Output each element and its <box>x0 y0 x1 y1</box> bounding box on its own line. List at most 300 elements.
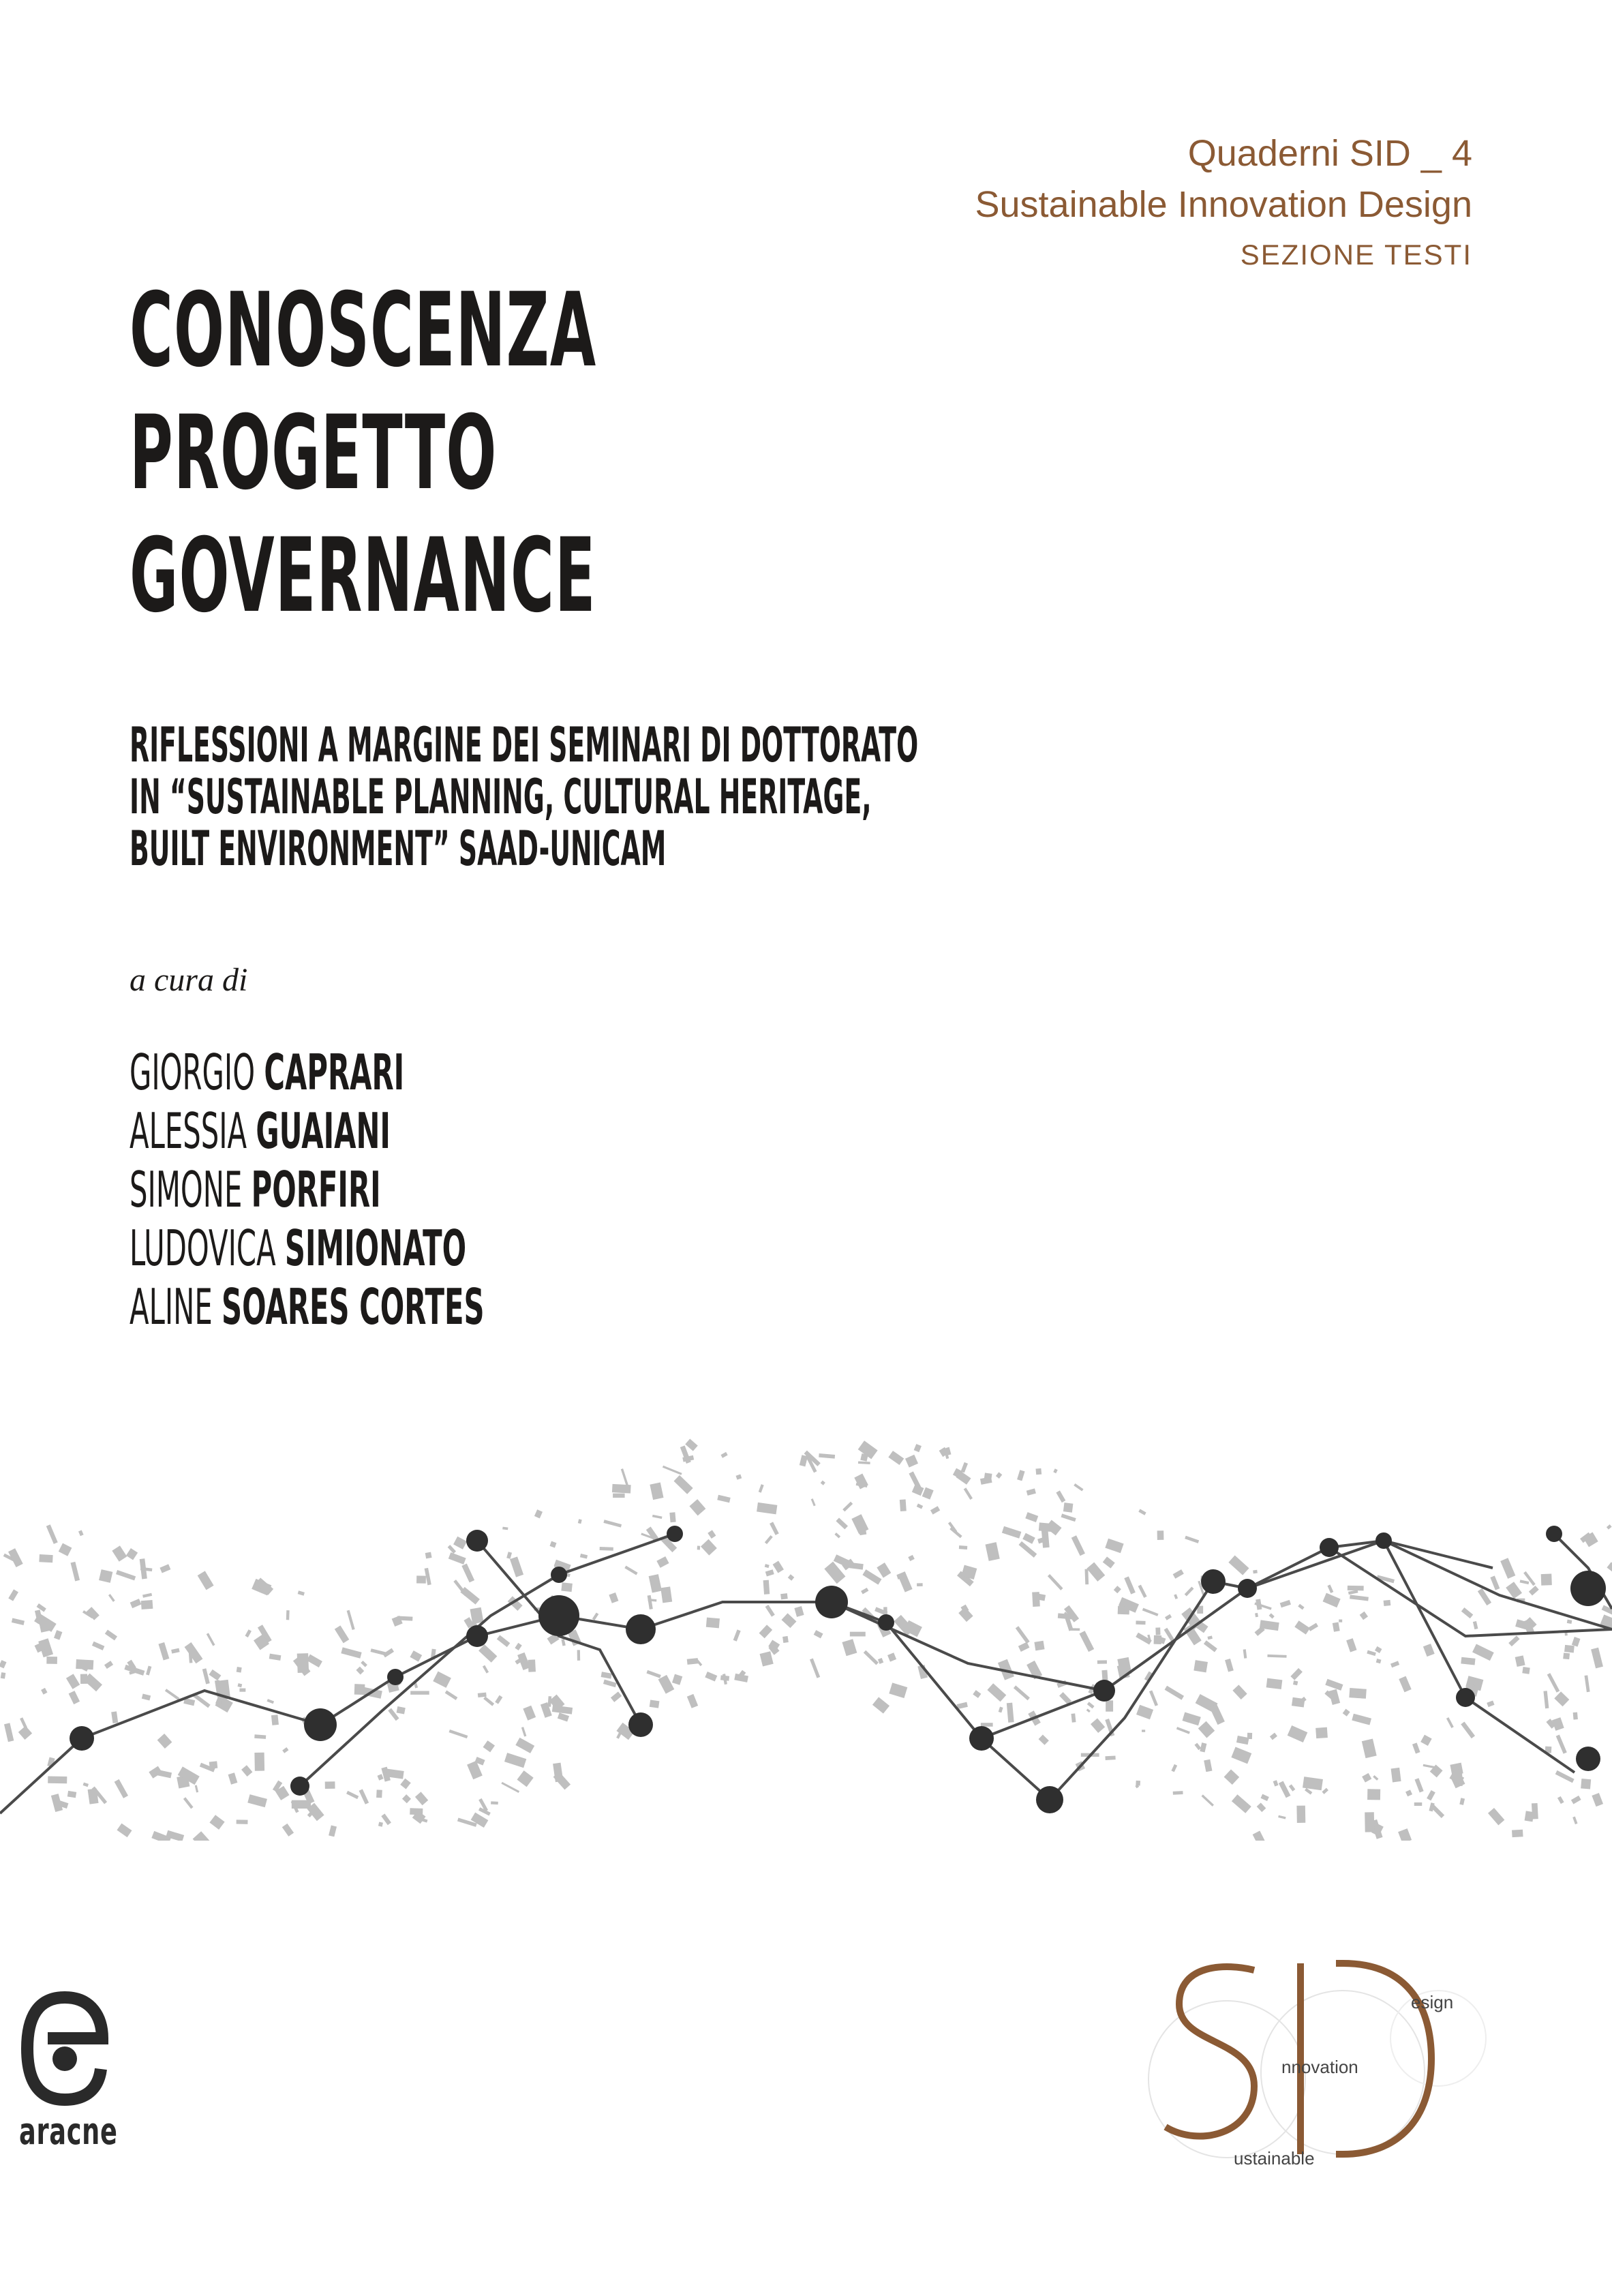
speckle <box>8 1589 18 1601</box>
speckle <box>1289 1784 1296 1791</box>
speckle <box>930 1506 940 1514</box>
speckle <box>528 1659 536 1672</box>
speckle <box>1391 1768 1401 1783</box>
speckle <box>669 1512 675 1522</box>
speckle <box>198 1571 214 1590</box>
speckle <box>126 1548 138 1560</box>
speckle <box>917 1583 923 1586</box>
speckle <box>359 1789 369 1804</box>
speckle <box>67 1791 76 1798</box>
speckle <box>689 1499 705 1515</box>
speckle <box>1204 1759 1212 1772</box>
speckle <box>1071 1713 1076 1722</box>
speckle <box>378 1822 383 1826</box>
speckle <box>1086 1562 1105 1582</box>
speckle <box>578 1519 582 1524</box>
speckle <box>378 1774 384 1780</box>
curator-label: a cura di <box>130 962 248 998</box>
speckle <box>1296 1806 1305 1823</box>
speckle <box>1557 1796 1564 1804</box>
speckle <box>245 1629 251 1637</box>
speckle <box>836 1517 848 1529</box>
speckle <box>117 1824 132 1838</box>
speckle <box>1522 1667 1530 1674</box>
speckle <box>254 1734 266 1739</box>
speckle <box>1071 1535 1085 1556</box>
sid-word-innovation: nnovation <box>1281 2057 1358 2077</box>
speckle <box>1269 1613 1275 1618</box>
speckle <box>506 1552 512 1559</box>
speckle <box>1225 1659 1234 1672</box>
speckle <box>46 1657 57 1664</box>
speckle <box>504 1753 526 1768</box>
speckle <box>1564 1645 1575 1653</box>
speckle <box>1207 1635 1212 1640</box>
speckle <box>478 1644 497 1663</box>
speckle <box>483 1696 494 1706</box>
speckle <box>912 1484 924 1496</box>
speckle <box>663 1466 682 1475</box>
speckle <box>1399 1676 1411 1693</box>
speckle <box>1512 1830 1523 1837</box>
speckle <box>1136 1620 1145 1625</box>
speckle <box>1 1672 6 1679</box>
speckle <box>580 1554 588 1559</box>
speckle <box>794 1606 804 1617</box>
speckle <box>116 1570 136 1580</box>
speckle <box>1490 1575 1500 1590</box>
speckle <box>1362 1738 1377 1758</box>
speckle <box>999 1707 1003 1713</box>
speckle <box>612 1484 631 1494</box>
speckle <box>1339 1620 1342 1622</box>
speckle <box>1157 1530 1164 1540</box>
speckle <box>356 1667 364 1675</box>
speckle <box>1525 1811 1534 1822</box>
speckle <box>1056 1490 1065 1502</box>
speckle <box>872 1697 889 1713</box>
speckle <box>445 1690 458 1700</box>
speckle <box>87 1607 100 1620</box>
speckle <box>1552 1717 1564 1731</box>
speckle <box>397 1706 406 1715</box>
editor-last-name: SIMIONATO <box>284 1220 467 1277</box>
speckle <box>697 1546 700 1550</box>
speckle <box>1290 1668 1303 1680</box>
speckle <box>1185 1536 1199 1543</box>
speckle <box>195 1785 198 1792</box>
speckle <box>1048 1574 1063 1590</box>
speckle <box>376 1789 382 1798</box>
speckle <box>811 1498 816 1506</box>
speckle <box>1086 1708 1091 1712</box>
speckle <box>1459 1798 1465 1805</box>
subtitle-line-2: IN “SUSTAINABLE PLANNING, CULTURAL HERITAGE, <box>130 769 872 825</box>
speckle <box>1346 1638 1356 1652</box>
speckle <box>165 1689 180 1700</box>
speckle <box>1103 1556 1115 1568</box>
series-subtitle: Sustainable Innovation Design <box>975 184 1472 225</box>
speckle <box>1185 1586 1194 1596</box>
publisher-name: aracne <box>19 2110 118 2153</box>
speckle <box>495 1695 502 1704</box>
speckle <box>1149 1690 1158 1706</box>
speckle <box>1097 1660 1107 1663</box>
speckle <box>1412 1742 1420 1753</box>
speckle <box>996 1472 1002 1479</box>
speckle <box>1204 1640 1217 1652</box>
speckle <box>193 1831 212 1841</box>
speckle <box>4 1723 14 1742</box>
speckle <box>1325 1679 1343 1691</box>
speckle <box>354 1684 365 1695</box>
speckle <box>1138 1585 1147 1598</box>
editors-list <box>130 1043 485 1336</box>
speckle <box>76 1659 93 1670</box>
speckle <box>410 1650 422 1661</box>
speckle <box>864 1650 879 1665</box>
speckle <box>282 1824 294 1837</box>
speckle <box>78 1530 84 1536</box>
speckle <box>80 1674 87 1684</box>
speckle <box>1273 1780 1279 1786</box>
speckle <box>958 1607 973 1622</box>
speckle <box>410 1808 423 1815</box>
series-name: Quaderni SID _ 4 <box>1187 133 1472 174</box>
speckle <box>415 1792 428 1805</box>
speckle <box>862 1569 881 1584</box>
speckle <box>209 1815 224 1830</box>
speckle <box>400 1779 411 1789</box>
speckle <box>1473 1621 1478 1629</box>
speckle <box>717 1495 730 1503</box>
speckle <box>1365 1812 1374 1832</box>
speckle <box>1328 1689 1340 1705</box>
speckle <box>209 1670 221 1680</box>
speckle <box>159 1564 170 1573</box>
speckle <box>1327 1584 1333 1593</box>
speckle <box>1039 1735 1049 1745</box>
speckle <box>1202 1794 1214 1807</box>
speckle <box>1209 1704 1224 1725</box>
aracne-logo-icon <box>14 1991 116 2106</box>
speckle <box>237 1667 242 1673</box>
speckle <box>858 1461 870 1464</box>
speckle <box>1270 1733 1277 1740</box>
speckle <box>307 1655 322 1667</box>
speckle <box>517 1770 533 1787</box>
speckle <box>672 1674 682 1685</box>
speckle <box>959 1545 967 1550</box>
speckle <box>1543 1691 1549 1708</box>
speckle <box>237 1819 248 1824</box>
speckle <box>1016 1626 1030 1644</box>
speckle <box>1173 1791 1183 1795</box>
speckle <box>483 1740 495 1752</box>
speckle <box>1367 1789 1380 1800</box>
speckle <box>1316 1727 1328 1738</box>
speckle <box>720 1452 727 1458</box>
speckle <box>1461 1607 1473 1618</box>
sid-word-sustainable: ustainable <box>1234 2148 1315 2169</box>
speckle <box>1253 1831 1266 1841</box>
speckle <box>1585 1675 1590 1692</box>
speckle <box>763 1580 770 1595</box>
speckle <box>736 1475 742 1480</box>
speckle <box>613 1494 625 1498</box>
speckle <box>553 1763 563 1783</box>
speckle <box>1373 1775 1378 1781</box>
speckle <box>335 1625 349 1643</box>
speckle <box>1581 1779 1591 1789</box>
speckle <box>461 1564 474 1583</box>
speckle <box>1114 1586 1121 1593</box>
speckle <box>325 1781 335 1789</box>
speckle <box>1035 1468 1041 1475</box>
speckle <box>1350 1595 1369 1601</box>
speckle <box>900 1499 907 1511</box>
sid-word-design: esign <box>1411 1992 1454 2012</box>
speckle <box>66 1674 80 1689</box>
speckle <box>254 1753 264 1771</box>
speckle <box>286 1610 290 1620</box>
title-line-2: PROGETTO <box>130 394 498 513</box>
speckle <box>104 1661 113 1669</box>
speckle <box>425 1552 432 1559</box>
speckle <box>1176 1727 1190 1734</box>
speckle <box>341 1647 361 1658</box>
speckle <box>1376 1659 1382 1663</box>
speckle <box>111 1711 118 1723</box>
speckle <box>1362 1773 1371 1783</box>
speckle <box>1053 1468 1057 1473</box>
speckle <box>834 1532 840 1538</box>
title-line-3: GOVERNANCE <box>130 517 596 635</box>
speckle <box>1232 1685 1247 1700</box>
speckle <box>765 1564 770 1568</box>
editor-item <box>130 1160 485 1219</box>
editor-item <box>130 1102 485 1160</box>
speckle <box>141 1600 153 1610</box>
speckle <box>12 1618 25 1625</box>
speckle <box>1420 1735 1432 1746</box>
speckle <box>850 1632 866 1637</box>
speckle <box>209 1761 218 1768</box>
speckle <box>1136 1781 1140 1786</box>
speckle <box>1032 1592 1040 1607</box>
speckle <box>1106 1700 1113 1711</box>
speckle <box>1360 1612 1368 1620</box>
speckle <box>908 1555 915 1561</box>
book-title <box>130 269 596 637</box>
speckle <box>1572 1637 1581 1647</box>
speckle <box>1165 1686 1184 1700</box>
speckle <box>987 1683 1006 1702</box>
speckle <box>1529 1586 1539 1596</box>
speckle <box>1571 1796 1581 1804</box>
speckle <box>658 1675 675 1694</box>
speckle <box>810 1659 820 1678</box>
speckle <box>765 1569 774 1576</box>
speckle <box>1255 1613 1258 1617</box>
speckle <box>534 1509 543 1518</box>
speckle <box>914 1444 922 1452</box>
speckle <box>652 1515 663 1519</box>
speckle <box>905 1455 918 1468</box>
speckle <box>601 1672 612 1678</box>
speckle <box>600 1547 613 1551</box>
speckle <box>329 1825 337 1837</box>
speckle <box>1348 1586 1364 1590</box>
speckle <box>1124 1576 1136 1594</box>
speckle <box>1563 1652 1570 1659</box>
speckle <box>877 1562 891 1577</box>
book-subtitle <box>130 719 918 875</box>
speckle <box>860 1453 868 1462</box>
speckle <box>1506 1582 1522 1599</box>
speckle <box>649 1574 662 1592</box>
speckle <box>842 1502 853 1512</box>
speckle <box>48 1776 67 1783</box>
speckle <box>973 1690 981 1698</box>
speckle <box>760 1651 774 1666</box>
speckle <box>1018 1642 1030 1652</box>
speckle <box>99 1569 112 1583</box>
speckle <box>1556 1735 1567 1754</box>
speckle <box>1508 1635 1519 1646</box>
speckle <box>1198 1721 1215 1738</box>
speckle <box>501 1782 519 1793</box>
speckle <box>1267 1655 1286 1658</box>
speckle <box>1007 1703 1014 1723</box>
speckle <box>1280 1600 1291 1607</box>
speckle <box>46 1524 58 1544</box>
speckle <box>759 1484 764 1493</box>
speckle <box>1323 1593 1341 1607</box>
speckle <box>980 1477 992 1485</box>
speckle <box>624 1566 637 1575</box>
speckle <box>788 1574 794 1580</box>
speckle <box>720 1675 729 1680</box>
speckle <box>1063 1502 1074 1513</box>
speckle <box>1231 1747 1251 1764</box>
speckle <box>158 1642 169 1660</box>
speckle <box>515 1643 521 1650</box>
speckle <box>821 1481 825 1485</box>
speckle <box>706 1618 720 1629</box>
speckle <box>842 1639 857 1656</box>
speckle <box>1488 1808 1504 1826</box>
speckle <box>1142 1729 1145 1732</box>
speckle <box>171 1648 179 1654</box>
speckle <box>1243 1649 1247 1659</box>
speckle <box>347 1610 355 1630</box>
speckle <box>782 1636 789 1643</box>
speckle <box>800 1455 808 1466</box>
speckle <box>1375 1646 1382 1653</box>
speckle <box>523 1706 536 1721</box>
speckle <box>470 1607 484 1624</box>
editor-first-name: ALESSIA <box>130 1102 247 1160</box>
speckle <box>1014 1685 1030 1700</box>
speckle <box>361 1661 367 1667</box>
speckle <box>889 1682 907 1698</box>
speckle <box>1061 1513 1076 1522</box>
speckle <box>20 1717 27 1729</box>
speckle <box>1260 1794 1268 1801</box>
speckle <box>1308 1623 1318 1631</box>
speckle <box>421 1818 427 1823</box>
speckle <box>1266 1678 1283 1689</box>
speckle <box>981 1723 993 1727</box>
subtitle-line-1: RIFLESSIONI A MARGINE DEI SEMINARI DI DOTTORATO <box>130 717 919 773</box>
speckle <box>1303 1777 1323 1790</box>
speckle <box>1026 1488 1036 1495</box>
speckle <box>41 1688 47 1695</box>
speckle <box>115 1779 128 1798</box>
speckle <box>1515 1655 1525 1667</box>
speckle <box>1446 1717 1454 1728</box>
speckle <box>1257 1802 1266 1812</box>
speckle <box>142 1693 151 1700</box>
speckle <box>1414 1778 1423 1792</box>
speckle <box>648 1595 653 1610</box>
speckle <box>282 1747 288 1753</box>
speckle <box>1547 1673 1560 1693</box>
speckle <box>1142 1608 1159 1616</box>
speckle <box>1193 1660 1208 1672</box>
speckle <box>156 1770 172 1779</box>
editor-last-name: SOARES CORTES <box>222 1278 485 1335</box>
sid-logo-icon <box>1138 1950 1493 2175</box>
speckle <box>448 1545 456 1554</box>
speckle <box>616 1732 622 1739</box>
speckle <box>515 1738 534 1753</box>
speckle <box>237 1683 242 1687</box>
speckle <box>112 1545 127 1561</box>
speckle <box>1472 1644 1494 1661</box>
speckle <box>1333 1622 1340 1631</box>
speckle <box>1228 1556 1249 1575</box>
speckle <box>673 1475 693 1494</box>
speckle <box>680 1445 691 1464</box>
editor-first-name: SIMONE <box>130 1161 243 1218</box>
speckle <box>1105 1756 1115 1760</box>
subtitle-line-3: BUILT ENVIRONMENT” SAAD-UNICAM <box>130 821 667 877</box>
speckle <box>549 1541 556 1548</box>
speckle <box>157 1734 172 1749</box>
editor-first-name: ALINE <box>130 1278 213 1335</box>
speckle <box>1183 1712 1201 1726</box>
speckle <box>1278 1815 1286 1819</box>
speckle <box>558 1712 569 1721</box>
speckle <box>1573 1712 1578 1720</box>
speckle <box>130 1599 142 1608</box>
speckle <box>453 1537 467 1550</box>
speckle <box>1520 1580 1530 1584</box>
speckle <box>1487 1700 1494 1707</box>
speckle <box>780 1593 788 1599</box>
speckle <box>1591 1648 1603 1669</box>
speckle <box>1423 1644 1435 1657</box>
speckle <box>1105 1539 1123 1554</box>
speckle <box>1555 1770 1575 1783</box>
speckle <box>1343 1709 1350 1717</box>
speckle <box>773 1561 784 1573</box>
series-section: SEZIONE TESTI <box>1240 239 1472 271</box>
speckle <box>92 1642 104 1650</box>
speckle <box>497 1635 511 1648</box>
